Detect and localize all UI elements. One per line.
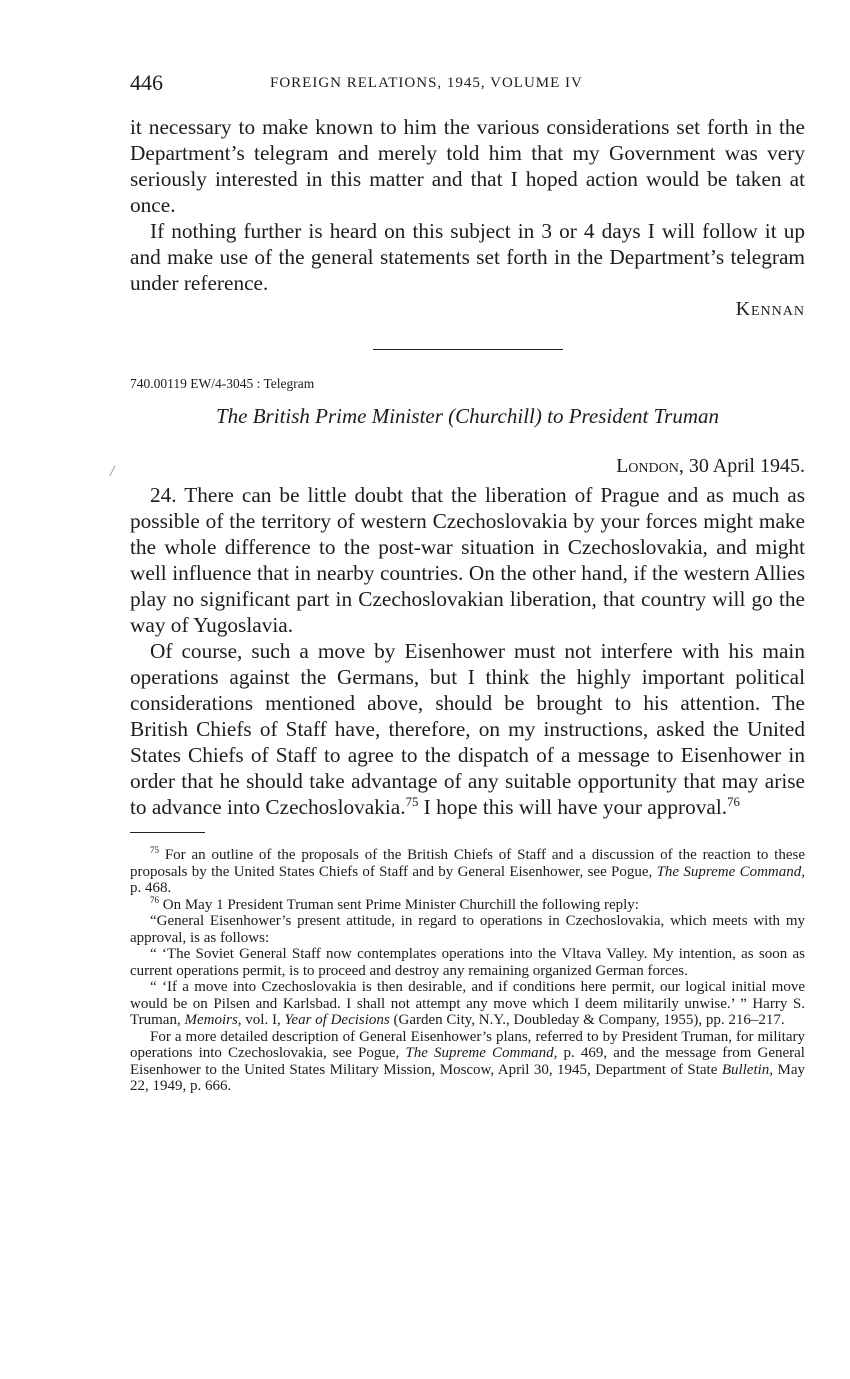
dateline — [130, 455, 805, 478]
footnote-75-page: p. 468. — [130, 880, 172, 896]
dateline-place: London, — [616, 455, 684, 477]
telegram-paragraph-2 — [130, 638, 805, 820]
footnote-76-quote-2: “ ‘The Soviet General Staff now contemplates operations into the Vltava Valley. My intention, as soon as current operations permit, is to proceed and destroy any remaining organized German forces. — [130, 946, 805, 979]
footnote-75-number: 75 — [150, 845, 159, 855]
footnote-76-further-text-2: p. 469, and the message from General Eisenhower to the United States Military Mission, Moscow, April 30, 1945, Department of State — [130, 1045, 805, 1078]
footnote-75-text: For an outline of the proposals of the British Chiefs of Staff and a discussion of the reaction to these proposals by the United States Chiefs of Staff and by General Eisenhower, see Pogue, — [130, 847, 805, 880]
dateline-date: 30 April 1945. — [683, 455, 805, 477]
continued-paragraph-1: it necessary to make known to him the various considerations set forth in the Department’s telegram and merely told him that my Government was very seriously interested in this matter and that I hoped action would be taken at once. — [130, 115, 805, 217]
footnote-76-volume: vol. I, — [241, 1012, 285, 1028]
section-divider — [373, 349, 563, 350]
file-reference: 740.00119 EW/4-3045 : Telegram — [130, 376, 315, 391]
footnote-ref-75: 75 — [405, 794, 419, 809]
page-header — [130, 70, 805, 100]
footnote-75-title: The Supreme Command, — [656, 863, 805, 880]
footnote-ref-76: 76 — [727, 794, 740, 809]
footnote-75 — [130, 847, 805, 897]
margin-pencil-mark: / — [110, 463, 115, 480]
footnote-76-bulletin: Bulletin, — [721, 1061, 774, 1078]
footnote-76-quote-3-text: “ ‘If a move into Czechoslovakia is then desirable, and if conditions here permit, our logical initial move would be on Pilsen and Karlsbad. I shall not attempt any move which I deem militarily unwise.’ ” Harry S. Truman, — [130, 979, 805, 1028]
footnote-76-text: On May 1 President Truman sent Prime Minister Churchill the following reply: — [159, 896, 639, 913]
running-head: FOREIGN RELATIONS, 1945, VOLUME IV — [270, 75, 583, 91]
footnote-76-quote-1: “General Eisenhower’s present attitude, in regard to operations in Czechoslovakia, which meets with my approval, is as follows: — [130, 913, 805, 946]
footnote-76-further-text: For a more detailed description of General Eisenhower’s plans, referred to by President Truman, for military operations into Czechoslovakia, see Pogue, — [130, 1028, 805, 1061]
continued-paragraph-2: If nothing further is heard on this subject in 3 or 4 days I will follow it up and make use of the general statements set forth in the Department’s telegram under reference. — [130, 219, 805, 295]
signature: Kennan — [735, 298, 805, 320]
telegram-paragraph-2-text: Of course, such a move by Eisenhower must not interfere with his main operations against the Germans, but I think the highly important political considerations mentioned above, should be brought to his attention. The British Chiefs of Staff have, therefore, on my instructions, asked the United States Chiefs of Staff to agree to the dispatch of a message to Eisenhower in order that he should take advantage of any suitable opportunity that may arise to advance into Czechoslovakia. — [130, 639, 805, 819]
footnote-76-year-of-decisions: Year of Decisions — [284, 1012, 390, 1028]
page — [130, 70, 805, 1095]
page-number: 446 — [130, 70, 163, 95]
footnote-76-supreme-command: The Supreme Command, — [405, 1045, 558, 1061]
footnote-76-further — [130, 1029, 805, 1095]
footnote-76-bulletin-date: May 22, 1949, p. 666. — [130, 1061, 805, 1094]
footnote-rule — [130, 832, 205, 833]
footnote-76-memoirs: Memoirs, — [184, 1012, 242, 1028]
telegram-paragraph-1: 24. There can be little doubt that the liberation of Prague and as much as possible of the territory of western Czechoslovakia by your forces might make the whole difference to the post-war situation in Czechoslovakia, and might well influence that in nearby countries. On the other hand, if the western Allies play no significant part in Czechoslovakian liberation, that country will go the way of Yugoslavia. — [130, 483, 805, 637]
telegram-paragraph-2-end: I hope this will have your approval. — [418, 795, 728, 819]
footnote-76-number: 76 — [150, 894, 159, 905]
footnote-76-publisher: (Garden City, N.Y., Doubleday & Company, 1955), pp. 216–217. — [389, 1012, 785, 1028]
document-title: The British Prime Minister (Churchill) to President Truman — [215, 404, 719, 428]
footnote-76 — [130, 894, 805, 914]
footnote-76-quote-3 — [130, 979, 805, 1029]
